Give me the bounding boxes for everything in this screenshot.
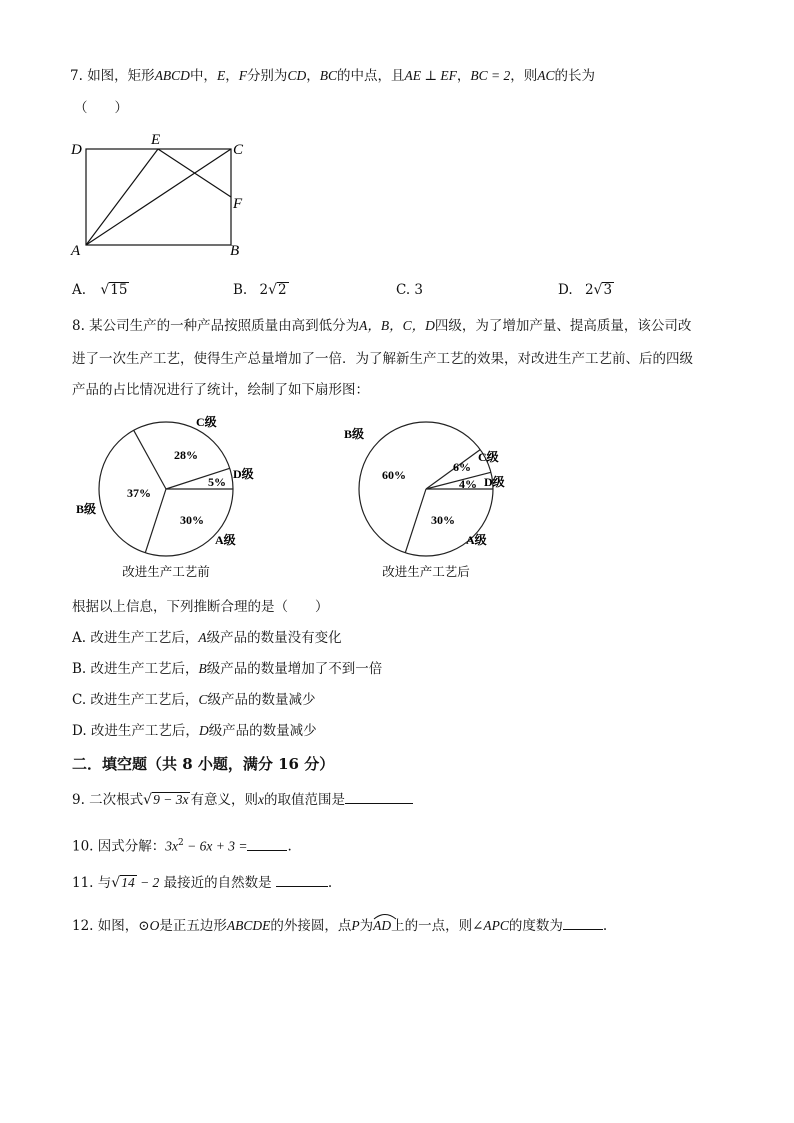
q7-ac: AC bbox=[537, 68, 555, 83]
category-label-d: D级 bbox=[233, 467, 254, 481]
q12-arc bbox=[373, 917, 391, 935]
q11-radicand: 14 bbox=[121, 875, 135, 890]
q8-option-c bbox=[72, 691, 315, 709]
q10 bbox=[72, 834, 292, 856]
opt-text: B. 改进生产工艺后， bbox=[72, 661, 199, 677]
arc-mark bbox=[372, 912, 398, 920]
radicand: 3 bbox=[603, 282, 613, 298]
category-label-d: D级 bbox=[484, 475, 505, 489]
q8-grades: A，B，C，D bbox=[359, 318, 435, 333]
label-d: D bbox=[71, 142, 82, 158]
category-label-c: C级 bbox=[478, 450, 499, 464]
q7-bc: BC bbox=[319, 68, 337, 83]
q7-option-c: C. 3 bbox=[396, 282, 424, 298]
q12-text: 的外接圆，点 bbox=[270, 918, 352, 934]
q9-x: x bbox=[257, 792, 264, 807]
opt-letter: A bbox=[198, 630, 207, 645]
q11: 11. 与√14 − 2 最接近的自然数是 . bbox=[72, 875, 333, 891]
answer-blank[interactable] bbox=[563, 916, 603, 930]
q12-text: 12. 如图，⊙ bbox=[72, 918, 150, 934]
q12-p: P bbox=[351, 918, 360, 933]
q8-line3: 产品的占比情况进行了统计，绘制了如下扇形图： bbox=[72, 382, 369, 398]
slice-value-a: 30% bbox=[431, 513, 455, 527]
q9-text: 有意义，则 bbox=[190, 792, 258, 808]
slice-value-d: 5% bbox=[208, 475, 226, 489]
q10-expr: − 6x + 3 = bbox=[183, 838, 248, 854]
q12-end: . bbox=[602, 918, 608, 934]
label-c: C bbox=[233, 142, 244, 158]
q7-f: F bbox=[238, 68, 247, 83]
q8-option-b bbox=[72, 660, 382, 678]
section-title: 二．填空题（共 8 小题，满分 16 分） bbox=[72, 755, 335, 773]
q7-text: 的中点，且 bbox=[336, 68, 405, 84]
category-label-b: B级 bbox=[76, 502, 97, 516]
segment-ac bbox=[86, 149, 231, 245]
answer-blank[interactable] bbox=[345, 790, 413, 804]
q11-text: 最接近的自然数是 bbox=[163, 875, 272, 891]
q7-text: ，则 bbox=[510, 68, 538, 84]
q8-line2: 进了一次生产工艺，使得生产总量增加了一倍．为了解新生产工艺的效果，对改进生产工艺前、后的四级 bbox=[72, 351, 693, 367]
segment-ae bbox=[86, 149, 158, 245]
slice-boundary bbox=[134, 430, 166, 489]
q8-question: 根据以上信息，下列推断合理的是（ ） bbox=[72, 599, 329, 615]
q7-number: 7. bbox=[70, 68, 83, 84]
q10-end: . bbox=[287, 838, 292, 855]
category-label-c: C级 bbox=[196, 415, 217, 429]
pie-chart-after bbox=[330, 412, 550, 587]
q7-text: 中， bbox=[189, 68, 217, 84]
q10-exponent: 2 bbox=[178, 838, 184, 848]
q12-text: 上的一点，则∠ bbox=[391, 918, 484, 934]
opt-text: D. 改进生产工艺后， bbox=[72, 723, 199, 739]
q7-option-b: B. 2√2 bbox=[233, 282, 287, 298]
q10-text: 10. 因式分解： bbox=[72, 838, 166, 855]
q9-text: 9. 二次根式 bbox=[72, 792, 144, 808]
coefficient: 2 bbox=[259, 282, 269, 298]
chart-title: 改进生产工艺前 bbox=[122, 565, 210, 579]
slice-value-b: 37% bbox=[127, 486, 151, 500]
opt-letter: D bbox=[198, 723, 209, 738]
q11-end: . bbox=[327, 875, 333, 891]
q7-stem bbox=[70, 67, 595, 85]
radicand: 2 bbox=[278, 282, 287, 298]
q8-option-a bbox=[72, 629, 342, 647]
option-label: B. bbox=[233, 282, 248, 298]
opt-text: 级产品的数量减少 bbox=[207, 692, 316, 708]
q7-text: 如图，矩形 bbox=[87, 68, 155, 84]
opt-letter: C bbox=[198, 692, 208, 707]
q7-given: BC = 2 bbox=[470, 68, 511, 83]
chart-title: 改进生产工艺后 bbox=[382, 565, 470, 579]
q12-text: 是正五边形 bbox=[159, 918, 227, 934]
label-f: F bbox=[233, 196, 243, 212]
opt-letter: B bbox=[198, 661, 207, 676]
q12 bbox=[72, 916, 607, 935]
q7-text: ， bbox=[306, 68, 320, 84]
opt-text: A. 改进生产工艺后， bbox=[72, 630, 199, 646]
slice-boundary bbox=[405, 489, 426, 553]
opt-text: 级产品的数量增加了不到一倍 bbox=[206, 661, 383, 677]
radicand: 15 bbox=[110, 282, 128, 298]
q12-o: O bbox=[149, 918, 160, 933]
label-b: B bbox=[230, 243, 240, 258]
answer-blank[interactable] bbox=[276, 873, 328, 887]
q7-text: 分别为 bbox=[246, 68, 288, 84]
q7-text: 的长为 bbox=[554, 68, 596, 84]
q12-poly: ABCDE bbox=[226, 918, 271, 933]
q9: 9. 二次根式√9 − 3x 有意义，则x的取值范围是 bbox=[72, 790, 413, 809]
q12-text: 为 bbox=[359, 918, 374, 934]
q8-text: 8. 某公司生产的一种产品按照质量由高到低分为 bbox=[72, 318, 360, 334]
slice-value-c: 6% bbox=[453, 460, 471, 474]
category-label-a: A级 bbox=[466, 533, 487, 547]
q7-text: ， bbox=[225, 68, 239, 84]
q9-radicand: 9 − 3x bbox=[153, 792, 189, 807]
q11-text: 11. 与 bbox=[72, 875, 112, 891]
category-label-a: A级 bbox=[215, 533, 236, 547]
q7-option-d: D. 2√3 bbox=[558, 282, 613, 298]
q8-option-d bbox=[72, 722, 317, 740]
pie-chart-before bbox=[70, 412, 290, 587]
option-label: A. bbox=[72, 282, 87, 298]
slice-value-d: 4% bbox=[459, 477, 477, 491]
label-e: E bbox=[151, 132, 161, 148]
coefficient: 2 bbox=[584, 282, 594, 298]
q8-text: 四级，为了增加产量、提高质量，该公司改 bbox=[434, 318, 692, 334]
q9-text: 的取值范围是 bbox=[263, 792, 345, 808]
q12-angle: APC bbox=[483, 918, 509, 933]
slice-value-a: 30% bbox=[180, 513, 204, 527]
q12-text: 的度数为 bbox=[508, 918, 563, 934]
q8-line1 bbox=[72, 317, 691, 335]
opt-text: C. 改进生产工艺后， bbox=[72, 692, 199, 708]
opt-text: 级产品的数量没有变化 bbox=[206, 630, 342, 646]
slice-value-b: 60% bbox=[382, 468, 406, 482]
q7-text: ， bbox=[456, 68, 471, 84]
category-label-b: B级 bbox=[344, 427, 365, 441]
q7-paren: （ ） bbox=[74, 100, 128, 116]
q7-option-a: A. √15 bbox=[72, 282, 128, 298]
label-a: A bbox=[71, 243, 81, 258]
slice-value-c: 28% bbox=[174, 448, 198, 462]
q7-figure bbox=[66, 130, 256, 258]
q10-expr: 3x bbox=[165, 838, 179, 854]
q7-rect: ABCD bbox=[154, 68, 190, 83]
q7-cd: CD bbox=[287, 68, 307, 83]
opt-text: 级产品的数量减少 bbox=[208, 723, 317, 739]
q12-arc-label: AD bbox=[373, 918, 392, 933]
q7-e: E bbox=[216, 68, 226, 83]
q7-perp: AE ⊥ EF bbox=[404, 68, 457, 83]
option-label: D. bbox=[558, 282, 573, 298]
answer-blank[interactable] bbox=[247, 837, 287, 851]
q11-minus: − 2 bbox=[136, 875, 160, 890]
